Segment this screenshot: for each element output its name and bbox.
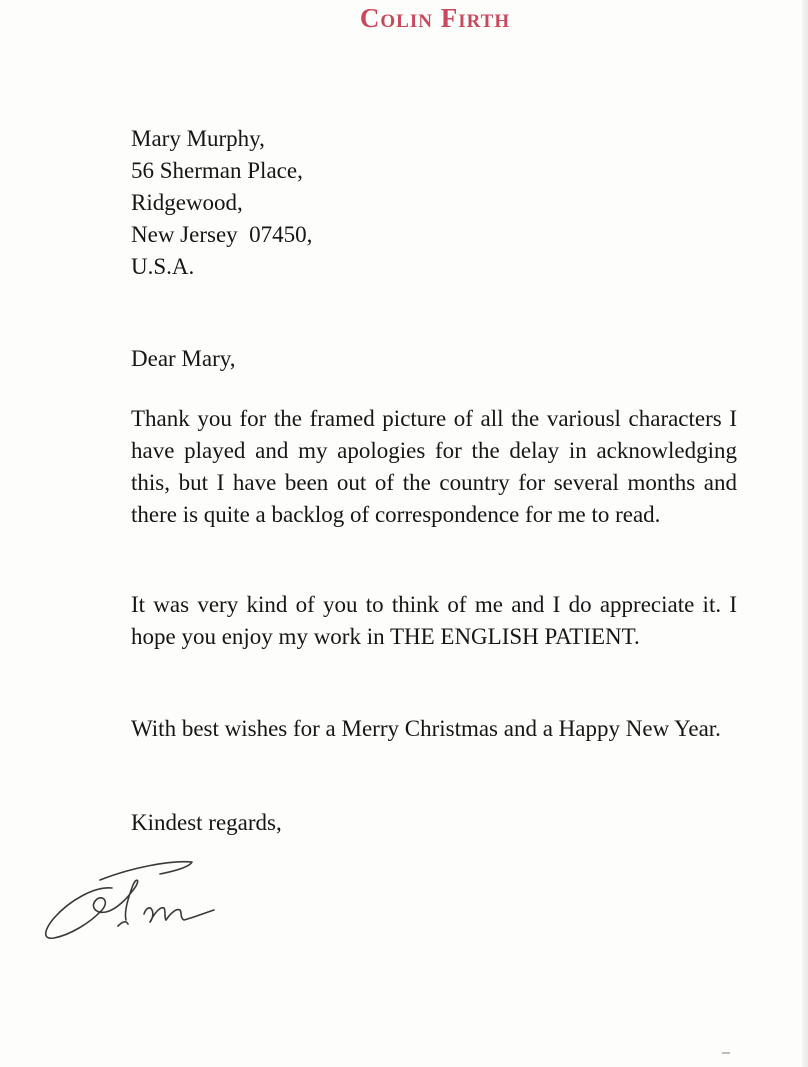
address-line: Mary Murphy, — [131, 126, 265, 151]
paragraph-appreciation: It was very kind of you to think of me and I do appreciate it. I hope you enjoy my work in THE ENGLISH PATIENT. — [131, 592, 737, 649]
closing: Kindest regards, — [131, 810, 282, 835]
scan-speck — [722, 1052, 730, 1054]
recipient-address — [131, 123, 737, 283]
handwritten-signature — [40, 848, 250, 943]
address-line: New Jersey 07450, — [131, 222, 313, 247]
address-line: Ridgewood, — [131, 190, 243, 215]
paragraph-thanks: Thank you for the framed picture of all the variousl characters I have played and my apologies for the delay in acknowledging this, but I have been out of the country for several months and there is quite a backlog of correspondence for me to read. — [131, 406, 737, 527]
page-edge-shadow — [802, 0, 808, 1067]
address-line: 56 Sherman Place, — [131, 158, 303, 183]
salutation: Dear Mary, — [131, 346, 236, 371]
address-line: U.S.A. — [131, 254, 195, 279]
letterhead — [0, 0, 808, 36]
letterhead-name: Colin Firth — [359, 3, 511, 33]
paragraph-wishes: With best wishes for a Merry Christmas and a Happy New Year. — [131, 716, 721, 741]
